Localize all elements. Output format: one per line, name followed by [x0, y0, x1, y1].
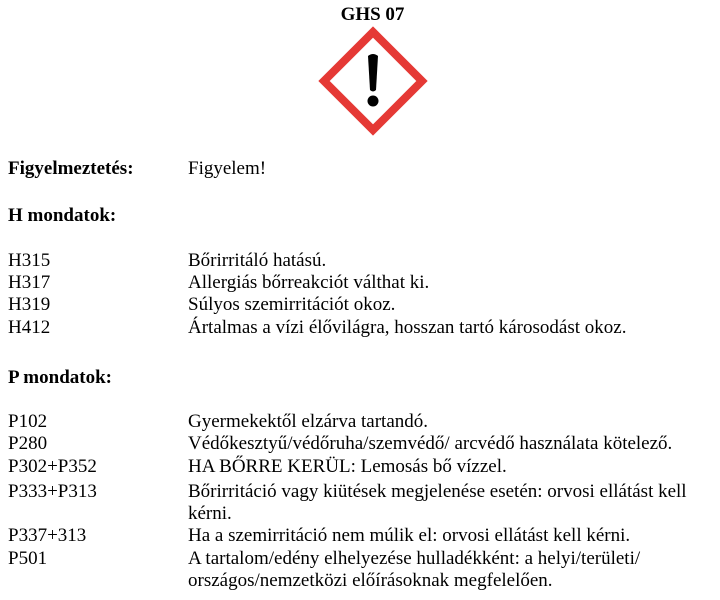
h-statement-code: H315: [8, 250, 51, 271]
p-statement-text: HA BŐRRE KERÜL: Lemosás bő vízzel.: [188, 456, 507, 477]
p-statement-text: Védőkesztyű/védőruha/szemvédő/ arcvédő használata kötelező.: [188, 433, 673, 454]
h-statements-heading: H mondatok:: [8, 205, 117, 226]
p-statement-text: Ha a szemirritáció nem múlik el: orvosi ellátást kell kérni.: [188, 525, 631, 546]
p-statement-code: P280: [8, 433, 48, 454]
exclamation-mark-icon: [318, 26, 428, 136]
h-statement-text: Allergiás bőrreakciót válthat ki.: [188, 272, 430, 293]
warning-label: Figyelmeztetés:: [8, 158, 134, 179]
h-statement-code: H319: [8, 294, 51, 315]
h-statement-text: Ártalmas a vízi élővilágra, hosszan tartó károsodást okoz.: [188, 317, 627, 338]
exclamation-dot: [368, 96, 379, 107]
p-statement-code: P302+P352: [8, 456, 97, 477]
p-statement-code: P333+P313: [8, 481, 97, 502]
h-statement-code: H317: [8, 272, 51, 293]
p-statement-code: P501: [8, 548, 48, 569]
pictogram-title: GHS 07: [340, 4, 405, 25]
warning-value: Figyelem!: [188, 158, 267, 179]
p-statement-text: Bőrirritáció vagy kiütések megjelenése esetén: orvosi ellátást kell kérni.: [188, 481, 687, 524]
p-statement-code: P337+313: [8, 525, 87, 546]
p-statement-code: P102: [8, 411, 48, 432]
p-statement-text: Gyermekektől elzárva tartandó.: [188, 411, 429, 432]
h-statement-text: Bőrirritáló hatású.: [188, 250, 327, 271]
h-statement-code: H412: [8, 317, 51, 338]
p-statement-text: A tartalom/edény elhelyezése hulladékként: a helyi/területi/ országos/nemzetközi előírásoknak megfelelően.: [188, 548, 641, 591]
p-statements-heading: P mondatok:: [8, 367, 112, 388]
h-statement-text: Súlyos szemirritációt okoz.: [188, 294, 396, 315]
